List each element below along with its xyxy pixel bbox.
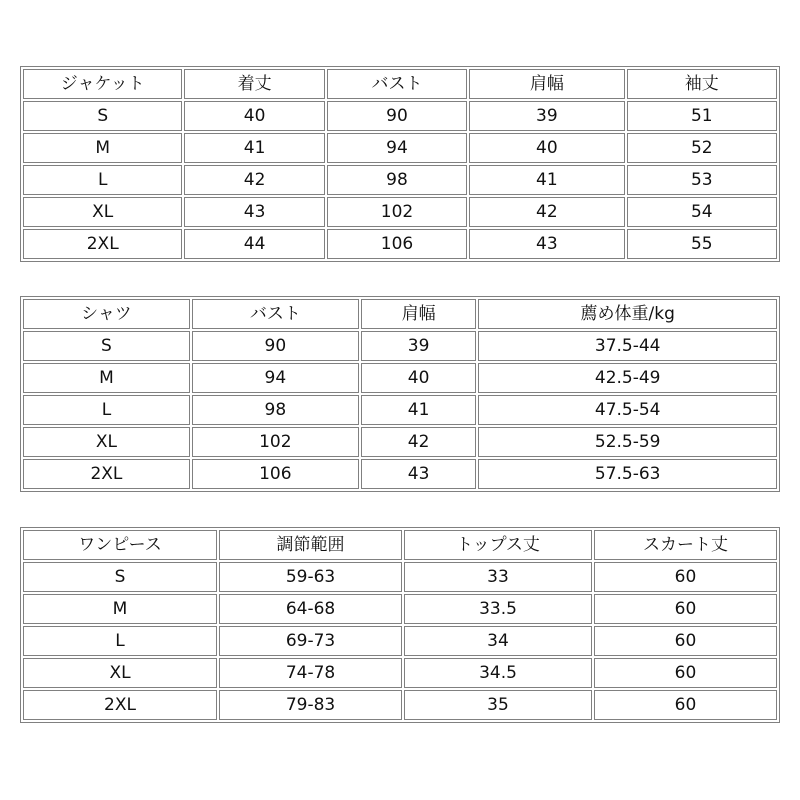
- onepiece-size-table: [20, 527, 780, 723]
- table-row: [23, 658, 777, 688]
- size-cell: XL: [23, 658, 217, 688]
- size-cell: S: [23, 562, 217, 592]
- header-cell: シャツ: [23, 299, 190, 329]
- table-row: [23, 101, 777, 131]
- size-cell: XL: [23, 427, 190, 457]
- header-cell: 着丈: [184, 69, 324, 99]
- table-cell: 79-83: [219, 690, 402, 720]
- table-cell: 53: [627, 165, 777, 195]
- table-cell: 33: [404, 562, 592, 592]
- size-cell: M: [23, 594, 217, 624]
- shirt-size-table: [20, 296, 780, 492]
- table-cell: 39: [469, 101, 624, 131]
- table-header-row: [23, 69, 777, 99]
- table-cell: 60: [594, 562, 777, 592]
- header-cell: バスト: [192, 299, 359, 329]
- size-cell: S: [23, 331, 190, 361]
- table-cell: 74-78: [219, 658, 402, 688]
- table-cell: 69-73: [219, 626, 402, 656]
- size-cell: 2XL: [23, 459, 190, 489]
- size-cell: M: [23, 363, 190, 393]
- table-row: [23, 594, 777, 624]
- size-cell: L: [23, 165, 182, 195]
- table-row: [23, 133, 777, 163]
- table-row: [23, 395, 777, 425]
- size-cell: L: [23, 395, 190, 425]
- table-cell: 33.5: [404, 594, 592, 624]
- table-cell: 98: [192, 395, 359, 425]
- table-cell: 40: [184, 101, 324, 131]
- table-header-row: [23, 299, 777, 329]
- table-cell: 41: [361, 395, 477, 425]
- table-cell: 94: [192, 363, 359, 393]
- table-cell: 106: [192, 459, 359, 489]
- table-cell: 41: [469, 165, 624, 195]
- header-cell: スカート丈: [594, 530, 777, 560]
- size-cell: XL: [23, 197, 182, 227]
- table-cell: 43: [361, 459, 477, 489]
- header-cell: 調節範囲: [219, 530, 402, 560]
- table-row: [23, 363, 777, 393]
- header-cell: 肩幅: [361, 299, 477, 329]
- table-cell: 60: [594, 594, 777, 624]
- table-cell: 52.5-59: [478, 427, 777, 457]
- table-cell: 60: [594, 658, 777, 688]
- table-cell: 40: [469, 133, 624, 163]
- table-cell: 34: [404, 626, 592, 656]
- table-row: [23, 626, 777, 656]
- table-row: [23, 459, 777, 489]
- header-cell: バスト: [327, 69, 467, 99]
- table-cell: 102: [327, 197, 467, 227]
- size-cell: L: [23, 626, 217, 656]
- jacket-size-table: [20, 66, 780, 262]
- table-cell: 37.5-44: [478, 331, 777, 361]
- table-cell: 90: [192, 331, 359, 361]
- table-cell: 102: [192, 427, 359, 457]
- table-cell: 59-63: [219, 562, 402, 592]
- header-cell: 肩幅: [469, 69, 624, 99]
- header-cell: トップス丈: [404, 530, 592, 560]
- table-cell: 42: [184, 165, 324, 195]
- table-cell: 42: [469, 197, 624, 227]
- header-cell: 袖丈: [627, 69, 777, 99]
- table-cell: 60: [594, 626, 777, 656]
- table-row: [23, 331, 777, 361]
- table-cell: 98: [327, 165, 467, 195]
- table-row: [23, 690, 777, 720]
- table-cell: 106: [327, 229, 467, 259]
- table-row: [23, 165, 777, 195]
- table-cell: 57.5-63: [478, 459, 777, 489]
- size-cell: 2XL: [23, 690, 217, 720]
- table-cell: 34.5: [404, 658, 592, 688]
- table-row: [23, 197, 777, 227]
- table-cell: 51: [627, 101, 777, 131]
- table-cell: 64-68: [219, 594, 402, 624]
- table-cell: 35: [404, 690, 592, 720]
- table-cell: 60: [594, 690, 777, 720]
- size-cell: S: [23, 101, 182, 131]
- table-cell: 42.5-49: [478, 363, 777, 393]
- table-cell: 54: [627, 197, 777, 227]
- table-cell: 41: [184, 133, 324, 163]
- table-header-row: [23, 530, 777, 560]
- table-cell: 94: [327, 133, 467, 163]
- table-cell: 43: [184, 197, 324, 227]
- table-cell: 52: [627, 133, 777, 163]
- table-cell: 47.5-54: [478, 395, 777, 425]
- table-cell: 40: [361, 363, 477, 393]
- table-cell: 44: [184, 229, 324, 259]
- header-cell: 薦め体重/kg: [478, 299, 777, 329]
- table-cell: 55: [627, 229, 777, 259]
- table-row: [23, 427, 777, 457]
- size-cell: 2XL: [23, 229, 182, 259]
- table-cell: 90: [327, 101, 467, 131]
- table-row: [23, 562, 777, 592]
- table-row: [23, 229, 777, 259]
- table-cell: 39: [361, 331, 477, 361]
- table-cell: 43: [469, 229, 624, 259]
- header-cell: ワンピース: [23, 530, 217, 560]
- size-cell: M: [23, 133, 182, 163]
- table-cell: 42: [361, 427, 477, 457]
- header-cell: ジャケット: [23, 69, 182, 99]
